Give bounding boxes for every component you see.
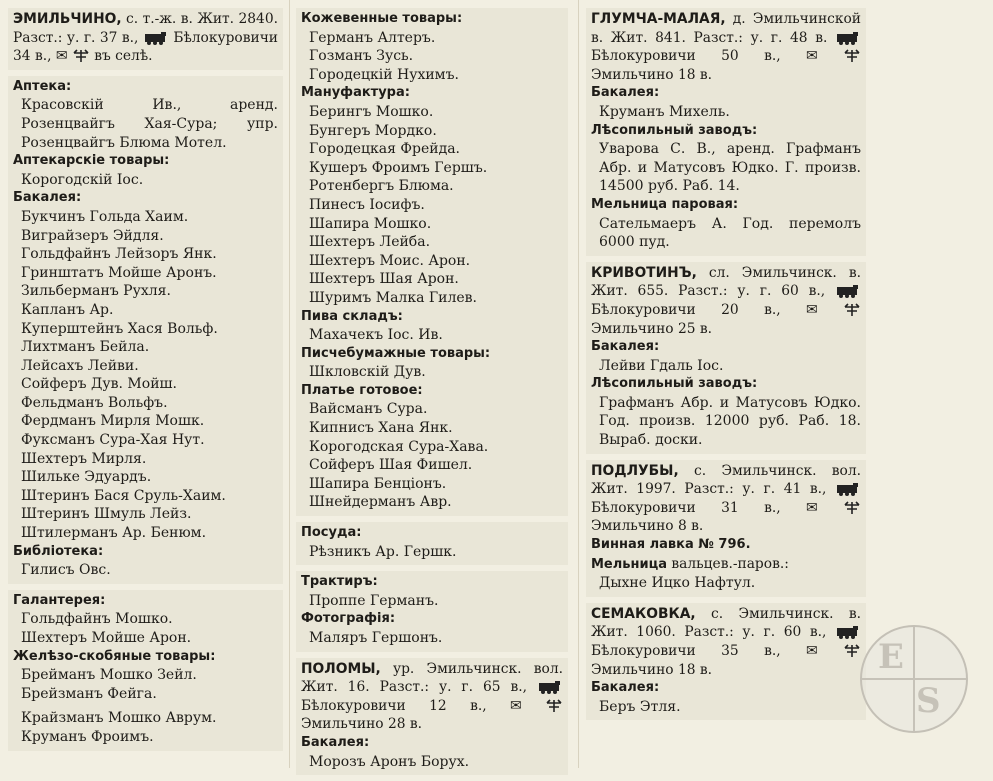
section-title: Галантерея:	[13, 592, 106, 608]
list-item: Махачекъ Іос. Ив.	[309, 327, 443, 344]
list-item: Круманъ Фроимъ.	[21, 728, 154, 745]
stamp-letter-e: E	[878, 637, 904, 677]
section-title: Аптекарскіе товары:	[13, 153, 170, 169]
list-item: Лейсахъ Лейви.	[21, 357, 139, 374]
list-item: Вайсманъ Сура.	[309, 401, 428, 418]
list-item: Шехтеръ Моис. Арон.	[309, 252, 471, 269]
list-item: Беръ Этля.	[599, 698, 681, 715]
column-divider	[578, 0, 579, 768]
post-office-icon: ✉	[806, 643, 818, 659]
list-item: Рѣзникъ Ар. Гершк.	[309, 543, 457, 560]
section-title: Бакалея:	[591, 339, 660, 355]
section-title: Аптека:	[13, 78, 72, 94]
list-item: Пинесъ Іосифъ.	[309, 196, 425, 213]
list-item: Шехтеръ Лейба.	[309, 234, 431, 251]
section-title: Мануфактура:	[301, 85, 410, 101]
list-item: Брейзманъ Фейга.	[21, 685, 157, 702]
railway-station-icon	[835, 625, 861, 639]
post-office-icon: ✉	[55, 48, 68, 65]
section-tavern	[296, 571, 568, 651]
section-title: Лѣсопильный заводъ:	[591, 122, 758, 138]
entry-text: Красовскій Ив., аренд. Розенцвайгъ Хая-Сура; упр. Розенцвайгъ Блюма Мотел.	[21, 97, 278, 151]
entry-text: Уварова С. В., аренд. Графманъ Абр. и Матусовъ Юдко. Г. произв. 14500 руб. Раб. 14.	[599, 141, 861, 195]
list-item: Шуримъ Малка Гилев.	[309, 289, 477, 306]
list-item: Штеринъ Шмуль Лейз.	[21, 506, 192, 523]
town-header-emilchino: ЭМИЛЬЧИНО, с. т.-ж. в. Жит. 2840. Разст.: у. г. 37 в., Бѣлокуровичи 34 в., ✉ въ селѣ.	[8, 8, 283, 70]
list-item: Шехтеръ Шая Арон.	[309, 271, 459, 288]
list-item: Кушеръ Фроимъ Гершъ.	[309, 159, 488, 176]
list-item: Крайзманъ Мошко Аврум.	[21, 710, 217, 727]
list-item: Корогодскій Іос.	[21, 171, 144, 188]
telegraph-icon	[843, 644, 861, 658]
list-item: Дыхне Ицко Нафтул.	[599, 575, 756, 592]
post-office-icon: ✉	[510, 697, 522, 714]
column-2	[296, 8, 568, 781]
section-title: Бакалея:	[591, 680, 660, 696]
section-title: Писчебумажные товары:	[301, 345, 491, 361]
list-item: Лихтманъ Бейла.	[21, 339, 150, 356]
telegraph-icon	[843, 303, 861, 317]
list-item: Шнейдерманъ Авр.	[309, 494, 452, 511]
list-item: Бунгеръ Мордко.	[309, 122, 437, 139]
list-item: Лейви Гдаль Іос.	[599, 357, 724, 374]
section-title: Платье готовое:	[301, 382, 423, 398]
section-title: Бакалея:	[301, 734, 370, 750]
list-item: Шилькe Эдуардъ.	[21, 469, 152, 486]
telegraph-icon	[545, 699, 563, 713]
list-item: Фельдманъ Вольфъ.	[21, 394, 168, 411]
section-title: Лѣсопильный заводъ:	[591, 376, 758, 392]
town-header-podluby: ПОДЛУБЫ, с. Эмильчинск. вол. Жит. 1997. Разст.: у. г. 41 в., Бѣлокуровичи 31 в., ✉ Эмильчино 8 в. Винная лавка № 796. Мельница вальцев.-паров.: Дыхне Ицко Нафтул.	[586, 460, 866, 597]
list-item: Фуксманъ Сура-Хая Нут.	[21, 432, 205, 449]
list-item: Сойферъ Шая Фишел.	[309, 457, 473, 474]
entry-text: Сательмаеръ А. Год. перемолъ 6000 пуд.	[599, 215, 861, 251]
list-item: Зильберманъ Рухля.	[21, 283, 171, 300]
post-office-icon: ✉	[806, 301, 818, 318]
section-leather-goods	[296, 8, 568, 516]
list-item: Гозманъ Зусь.	[309, 48, 414, 65]
list-item: Корогодская Сура-Хава.	[309, 438, 489, 455]
list-item: Букчинъ Гольда Хаим.	[21, 208, 189, 225]
list-item: Шапира Бенціонъ.	[309, 475, 447, 492]
column-1	[8, 8, 283, 757]
section-pharmacy	[8, 76, 283, 584]
section-title: Трактиръ:	[301, 574, 378, 590]
list-item: Виграйзеръ Эйдля.	[21, 227, 164, 244]
telegraph-icon	[72, 49, 90, 63]
section-title: Кожевенные товары:	[301, 11, 463, 26]
railway-station-icon	[537, 680, 563, 694]
section-haberdashery	[8, 590, 283, 751]
railway-station-icon	[143, 31, 169, 45]
railway-station-icon	[835, 482, 861, 496]
list-item: Морозъ Аронъ Борух.	[309, 753, 470, 770]
list-item: Брейманъ Мошко Зейл.	[21, 667, 197, 684]
list-item: Гольдфайнъ Мошко.	[21, 611, 173, 628]
town-header-glumcha-malaya: ГЛУМЧА-МАЛАЯ, д. Эмильчинской в. Жит. 841. Разст.: у. г. 48 в. Бѣлокуровичи 50 в., ✉ Эмильчино 18 в. Бакалея: Круманъ Михель. Лѣсопильный заводъ: Уварова С. В., аренд. Графманъ Абр. и Матусовъ Юдко. Г. произв. 14500 руб. Раб. 14. Мельница паровая: Сательмаеръ А. Год. перемолъ 6000 пуд.	[586, 8, 866, 256]
post-office-icon: ✉	[806, 48, 818, 65]
list-item: Германъ Алтеръ.	[309, 29, 436, 46]
section-title: Винная лавка № 796.	[591, 537, 751, 553]
town-header-krivotin: КРИВОТИНЪ, сл. Эмильчинск. в. Жит. 655. Разст.: у. г. 60 в., Бѣлокуровичи 20 в., ✉ Эмильчино 25 в. Бакалея: Лейви Гдаль Іос. Лѣсопильный заводъ: Графманъ Абр. и Матусовъ Юдко. Год. произв. 12000 руб. Раб. 18. Выраб. доски.	[586, 262, 866, 454]
list-item: Штилерманъ Ар. Бенюм.	[21, 525, 207, 542]
section-title-row: Мельница вальцев.-паров.:	[591, 555, 789, 572]
list-item: Шапира Мошко.	[309, 215, 432, 232]
stamp-letter-s: S	[916, 681, 941, 721]
column-divider	[289, 0, 290, 768]
list-item: Шехтеръ Мойше Арон.	[21, 630, 192, 646]
column-3	[586, 8, 866, 726]
telegraph-icon	[843, 49, 861, 63]
section-dishes	[296, 522, 568, 565]
watermark-stamp	[860, 625, 968, 733]
list-item: Гринштатъ Мойше Аронъ.	[21, 264, 217, 281]
list-item: Шехтеръ Мирля.	[21, 450, 147, 467]
list-item: Ротенбергъ Блюма.	[309, 178, 454, 195]
list-item: Сойферъ Дув. Мойш.	[21, 376, 177, 393]
section-title: Библіотека:	[13, 543, 104, 559]
post-office-icon: ✉	[806, 499, 818, 516]
town-header-semakovka: СЕМАКОВКА, с. Эмильчинск. в. Жит. 1060. Разст.: у. г. 60 в., Бѣлокуровичи 35 в., ✉ Эмильчино 18 в. Бакалея: Беръ Этля.	[586, 603, 866, 721]
section-title: Бакалея:	[591, 85, 660, 101]
telegraph-icon	[843, 501, 861, 515]
list-item: Маляръ Гершонъ.	[309, 630, 443, 646]
list-item: Круманъ Михель.	[599, 103, 730, 120]
section-title: Желѣзо-скобяные товары:	[13, 648, 216, 664]
list-item: Гольдфайнъ Лейзоръ Янк.	[21, 246, 217, 263]
list-item: Городецкая Фрейда.	[309, 141, 460, 158]
list-item: Городецкій Нухимъ.	[309, 66, 459, 83]
list-item: Гилисъ Овс.	[21, 562, 111, 579]
list-item: Штеринъ Бася Сруль-Хаим.	[21, 487, 226, 504]
section-title: Посуда:	[301, 525, 362, 541]
railway-station-icon	[835, 31, 861, 45]
list-item: Фердманъ Мирля Мошк.	[21, 413, 205, 430]
list-item: Проппе Германъ.	[309, 592, 439, 609]
section-title: Пива складъ:	[301, 308, 403, 324]
list-item: Шкловскій Дув.	[309, 364, 426, 381]
list-item: Куперштейнъ Хася Вольф.	[21, 320, 218, 337]
town-header-polomy: ПОЛОМЫ, ур. Эмильчинск. вол. Жит. 16. Разст.: у. г. 65 в., Бѣлокуровичи 12 в., ✉ Эмильчино 28 в. Бакалея: Морозъ Аронъ Борух.	[296, 658, 568, 776]
section-title: Фотографія:	[301, 611, 396, 627]
list-item: Кипнисъ Хана Янк.	[309, 420, 453, 437]
section-title: Бакалея:	[13, 190, 82, 206]
railway-station-icon	[835, 284, 861, 298]
section-title: Мельница паровая:	[591, 196, 739, 212]
entry-text: Графманъ Абр. и Матусовъ Юдко. Год. произв. 12000 руб. Раб. 18. Выраб. доски.	[599, 394, 861, 449]
list-item: Берингъ Мошко.	[309, 103, 434, 120]
list-item: Капланъ Ар.	[21, 301, 114, 318]
